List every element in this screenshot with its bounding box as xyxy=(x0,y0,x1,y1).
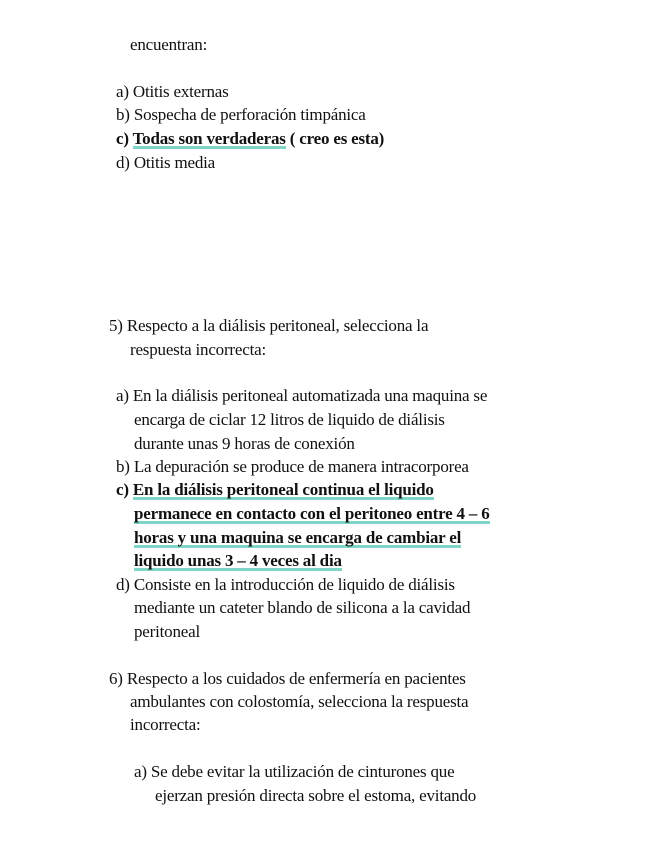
option-label: d) xyxy=(116,153,130,172)
option-text-line: La depuración se produce de manera intracorporea xyxy=(133,457,469,476)
q5-option-c-line-4 xyxy=(134,550,342,572)
q6-stem xyxy=(109,668,466,690)
q4-option-d xyxy=(116,152,215,174)
q5-option-a xyxy=(116,385,487,407)
q5-option-d-line-2: mediante un cateter blando de silicona a la cavidad xyxy=(134,598,471,617)
q4-option-b xyxy=(116,104,366,126)
option-label: a) xyxy=(116,386,129,405)
option-label: c) xyxy=(116,129,129,148)
question-stem-line: Respecto a la diálisis peritoneal, selecciona la xyxy=(126,316,429,335)
option-text-line: Consiste en la introducción de liquido de diálisis xyxy=(133,575,455,594)
q5-option-a-line-2: encarga de ciclar 12 litros de liquido de diálisis xyxy=(134,410,445,429)
q4-option-a xyxy=(116,81,229,103)
q6-option-a-line-2: ejerzan presión directa sobre el estoma, evitando xyxy=(155,786,477,805)
q6-stem-line-2: ambulantes con colostomía, selecciona la respuesta xyxy=(130,692,469,711)
option-label: b) xyxy=(116,105,130,124)
q6-stem-line-3: incorrecta: xyxy=(130,715,201,734)
q5-option-a-line-3: durante unas 9 horas de conexión xyxy=(134,434,355,453)
option-label: d) xyxy=(116,575,130,594)
highlighted-answer-line: liquido unas 3 – 4 veces al dia xyxy=(134,551,342,570)
option-label: c) xyxy=(116,480,129,499)
q5-option-c-line-2 xyxy=(134,503,490,525)
q5-option-d xyxy=(116,574,455,596)
q5-option-d-line-3: peritoneal xyxy=(134,622,200,641)
option-text-line: En la diálisis peritoneal automatizada una maquina se xyxy=(132,386,488,405)
option-label: a) xyxy=(116,82,129,101)
answer-note: ( creo es esta) xyxy=(285,129,385,148)
highlighted-answer-text: Todas son verdaderas xyxy=(132,129,286,148)
option-label: a) xyxy=(134,762,147,781)
option-text-line: Se debe evitar la utilización de cinturones que xyxy=(150,762,455,781)
q5-option-b xyxy=(116,456,469,478)
highlighted-answer-line: horas y una maquina se encarga de cambiar el xyxy=(134,528,462,547)
q6-option-a xyxy=(134,761,454,783)
question-number: 6) xyxy=(109,669,123,688)
q4-stem-tail: encuentran: xyxy=(130,35,208,54)
option-text: Otitis media xyxy=(133,153,216,172)
highlighted-answer-line: permanece en contacto con el peritoneo entre 4 – 6 xyxy=(134,504,490,523)
option-label: b) xyxy=(116,457,130,476)
q5-stem xyxy=(109,315,428,337)
option-text: Sospecha de perforación timpánica xyxy=(133,105,366,124)
option-text: Otitis externas xyxy=(132,82,229,101)
q5-stem-line-2: respuesta incorrecta: xyxy=(130,340,266,359)
question-number: 5) xyxy=(109,316,123,335)
q5-option-c-line-3 xyxy=(134,527,461,549)
q5-option-c-selected xyxy=(116,479,434,501)
highlighted-answer-line: En la diálisis peritoneal continua el liquido xyxy=(132,480,434,499)
q4-option-c-selected xyxy=(116,128,384,150)
question-stem-line: Respecto a los cuidados de enfermería en pacientes xyxy=(126,669,466,688)
